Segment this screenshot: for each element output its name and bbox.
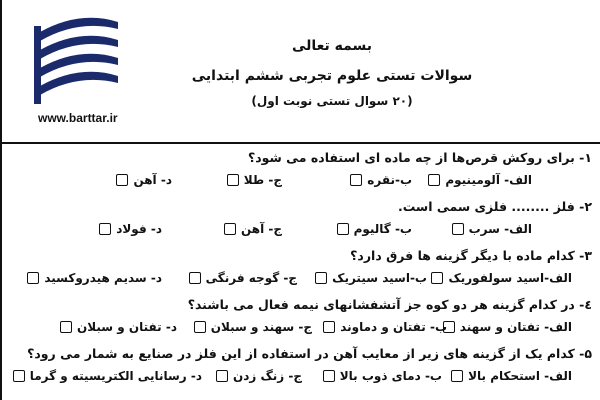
barttar-logo-icon [32, 12, 122, 107]
checkbox[interactable] [323, 321, 335, 333]
option-label: ب- گالیوم [353, 222, 412, 236]
option-c[interactable] [224, 222, 282, 236]
checkbox[interactable] [27, 272, 39, 284]
option-label: الف- تفتان و سهند [459, 320, 572, 334]
page-note: (۲۰ سوال تستی نوبت اول) [251, 94, 413, 108]
option-c[interactable] [189, 271, 297, 285]
header-divider [2, 142, 600, 144]
question-4 [2, 297, 600, 346]
checkbox[interactable] [428, 174, 440, 186]
option-b[interactable] [337, 222, 412, 236]
option-b[interactable] [315, 271, 427, 285]
option-d[interactable] [99, 222, 162, 236]
checkbox[interactable] [315, 272, 327, 284]
checkbox[interactable] [60, 321, 72, 333]
option-label: د- تفتان و سبلان [77, 320, 177, 334]
checkbox[interactable] [227, 174, 239, 186]
title-block [152, 38, 512, 108]
checkbox[interactable] [216, 370, 228, 382]
checkbox[interactable] [323, 370, 335, 382]
option-a[interactable] [443, 320, 572, 334]
option-label: الف-اسید سولفوریک [448, 271, 572, 285]
option-c[interactable] [227, 173, 282, 187]
option-d[interactable] [27, 271, 162, 285]
option-label: ج- طلا [243, 173, 282, 187]
question-2 [2, 199, 600, 248]
question-3 [2, 248, 600, 297]
question-text: ٤- در کدام گزینه هر دو کوه جز آتشفشانهای نیمه فعال می باشند؟ [187, 297, 592, 312]
checkbox[interactable] [451, 370, 463, 382]
option-b[interactable] [323, 369, 442, 383]
option-label: ج- آهن [240, 222, 282, 236]
option-d[interactable] [116, 173, 172, 187]
option-label: ب-اسید سیتریک [332, 271, 427, 285]
option-label: ج- زنگ زدن [233, 369, 302, 383]
option-d[interactable] [60, 320, 177, 334]
option-label: ب- دمای ذوب بالا [339, 369, 442, 383]
website-url: www.barttar.ir [38, 111, 118, 125]
option-label: ب- تفتان و دماوند [340, 320, 447, 334]
question-1 [2, 150, 600, 199]
option-d[interactable] [13, 369, 202, 383]
page-subtitle: سوالات تستی علوم تجربی ششم ابتدایی [191, 68, 473, 84]
question-text: ۲- فلز ........ فلزی سمی است. [397, 199, 592, 214]
question-text: ۱- برای روکش قرص‌ها از چه ماده ای استفاده می شود؟ [248, 150, 592, 165]
checkbox[interactable] [337, 223, 349, 235]
checkbox[interactable] [99, 223, 111, 235]
option-label: ج- گوجه فرنگی [205, 271, 297, 285]
page-title: بسمه تعالی [291, 38, 373, 54]
option-label: د- رسانایی الکتریسیته و گرما [29, 369, 202, 383]
question-list [2, 150, 600, 395]
question-5 [2, 346, 600, 395]
option-label: د- آهن [133, 173, 172, 187]
option-label: الف- استحکام بالا [468, 369, 572, 383]
option-c[interactable] [194, 320, 312, 334]
checkbox[interactable] [452, 223, 464, 235]
option-label: الف- سرب [468, 222, 532, 236]
option-c[interactable] [216, 369, 302, 383]
question-text: ۵- کدام یک از گزینه های زیر از معایب آهن در استفاده از این فلز در صنایع به شمار می رود؟ [27, 346, 592, 361]
option-a[interactable] [451, 369, 572, 383]
checkbox[interactable] [194, 321, 206, 333]
option-label: ج- سهند و سبلان [210, 320, 312, 334]
checkbox[interactable] [13, 370, 25, 382]
header [2, 0, 600, 140]
option-a[interactable] [431, 271, 572, 285]
option-b[interactable] [323, 320, 447, 334]
option-a[interactable] [428, 173, 532, 187]
option-b[interactable] [350, 173, 412, 187]
question-text: ۳- کدام ماده با دیگر گزینه ها فرق دارد؟ [350, 248, 592, 263]
option-label: ب-نقره [367, 173, 412, 187]
checkbox[interactable] [116, 174, 128, 186]
checkbox[interactable] [224, 223, 236, 235]
option-label: د- فولاد [116, 222, 162, 236]
option-label: د- سدیم هیدروکسید [44, 271, 162, 285]
checkbox[interactable] [350, 174, 362, 186]
checkbox[interactable] [431, 272, 443, 284]
checkbox[interactable] [189, 272, 201, 284]
option-a[interactable] [452, 222, 532, 236]
option-label: الف- آلومینیوم [445, 173, 532, 187]
